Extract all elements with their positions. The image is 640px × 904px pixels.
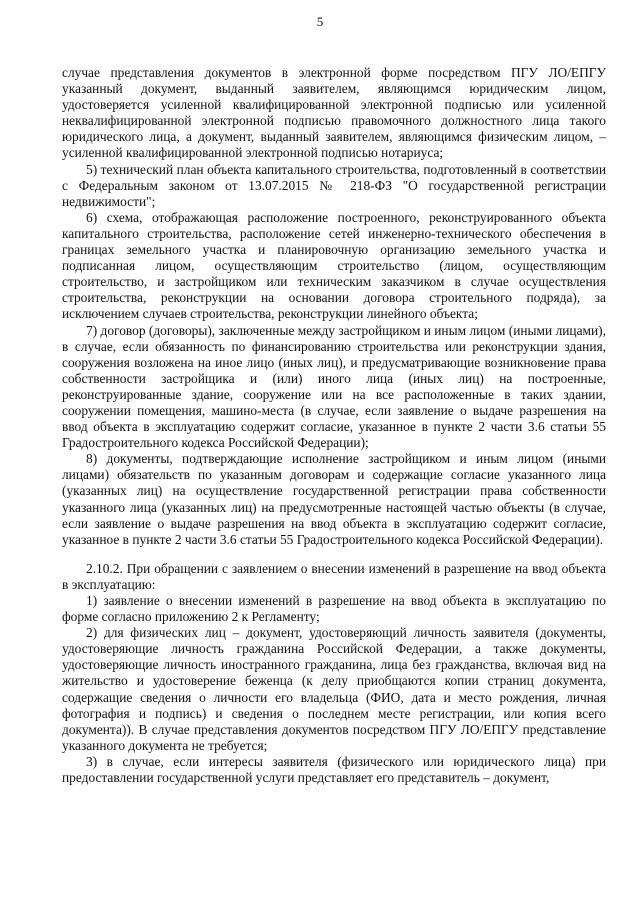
paragraph-item-7: 7) договор (договоры), заключенные между застройщиком и иным лицом (иными лицами), в случае, если обязанность по финансированию строительства или реконструкции здания, сооружения возложена на иное лицо (иных лиц), и предусматривающие возникновение права собственности застройщика и (или) иного лица (иных лиц) на построенные, реконструированные здание, сооружение или на все расположенные в таких здании, сооружении помещения, машино-места (в случае, если заявление о выдаче разрешения на ввод объекта в эксплуатацию содержит согласие, указанное в пункте 2 части 3.6 статьи 55 Градостроительного кодекса Российской Федерации); — [62, 322, 606, 451]
section-heading-2-10-2: 2.10.2. При обращении с заявлением о внесении изменений в разрешение на ввод объекта в эксплуатацию: — [62, 560, 606, 592]
paragraph-item-6: 6) схема, отображающая расположение построенного, реконструированного объекта капитального строительства, расположение сетей инженерно-технического обеспечения в границах земельного участка и планировочную организацию земельного участка и подписанная лицом, осуществляющим строительство (лицом, осуществляющим строительство, и застройщиком или техническим заказчиком в случае осуществления строительства, реконструкции на основании договора строительного подряда), за исключением случаев строительства, реконструкции линейного объекта; — [62, 209, 606, 322]
paragraph-item-8: 8) документы, подтверждающие исполнение застройщиком и иным лицом (иными лицами) обязательств по указанным договорам и содержащие согласие указанного лица (указанных лиц) на осуществление государственной регистрации права собственности указанного лица (указанных лиц) на предусмотренные настоящей частью объекты (в случае, если заявление о выдаче разрешения на ввод объекта в эксплуатацию содержит согласие, указанное в пункте 2 части 3.6 статьи 55 Градостроительного кодекса Российской Федерации). — [62, 451, 606, 547]
paragraph-item-3: 3) в случае, если интересы заявителя (физического или юридического лица) при предоставлении государственной услуги представляет его представитель – документ, — [62, 753, 606, 786]
paragraph-item-2: 2) для физических лиц – документ, удостоверяющий личность заявителя (документы, удостоверяющие личность гражданина Российской Федерации, а также документы, удостоверяющие личность иностранного гражданина, лица без гражданства, включая вид на жительство и удостоверение беженца (к делу приобщаются копии страниц документа, содержащие сведения о личности его владельца (ФИО, дата и место рождения, личная фотография и подпись) и сведения о последнем месте регистрации, или копия всего документа)). В случае представления документов посредством ПГУ ЛО/ЕПГУ представление указанного документа не требуется; — [62, 625, 606, 753]
paragraph-item-1: 1) заявление о внесении изменений в разрешение на ввод объекта в эксплуатацию по форме согласно приложению 2 к Регламенту; — [62, 593, 606, 625]
paragraph-continuation: случае представления документов в электронной форме посредством ПГУ ЛО/ЕПГУ указанный документ, выданный заявителем, являющимся юридическим лицом, удостоверяется усиленной квалифицированной электронной подписью или усиленной неквалифицированной электронной подписью правомочного должностного лица такого юридического лица, а документ, выданный заявителем, являющимся физическим лицом, – усиленной квалифицированной электронной подписью нотариуса; — [62, 65, 606, 161]
page-number: 5 — [316, 14, 324, 29]
paragraph-item-5: 5) технический план объекта капитального строительства, подготовленный в соответствии с Федеральным законом от 13.07.2015 № 218-ФЗ "О государственной регистрации недвижимости"; — [62, 161, 606, 209]
section-gap — [62, 548, 606, 561]
document-body — [62, 65, 606, 786]
